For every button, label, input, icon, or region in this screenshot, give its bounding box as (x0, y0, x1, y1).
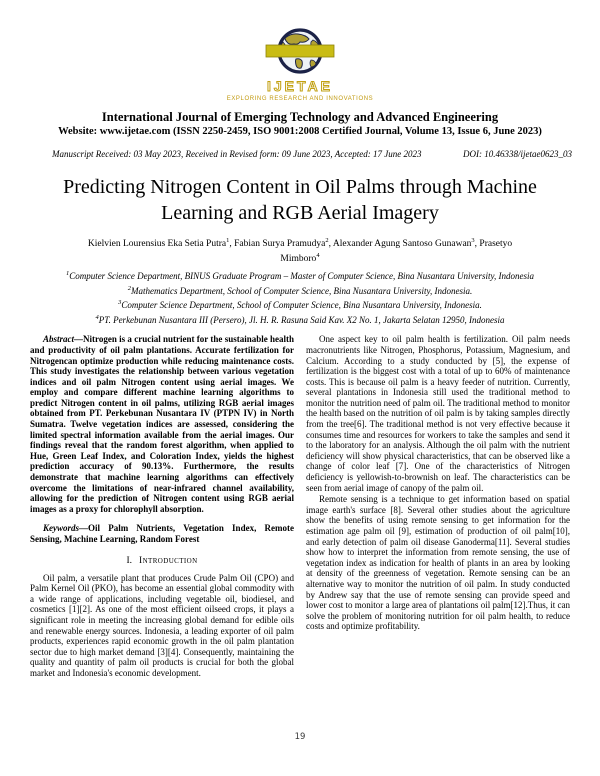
left-column (30, 334, 294, 678)
journal-header (0, 0, 600, 160)
affiliation-list (60, 268, 540, 326)
page-number: 19 (294, 732, 306, 742)
journal-title: International Journal of Emerging Technology and Advanced Engineering (101, 110, 499, 124)
affiliation: $^2$Mathematics Department, School of Computer Science, Bina Nusantara University, Indonesia. (127, 284, 473, 296)
author: Kielvien Lourensius Eka Setia Putra$^1$, (87, 237, 235, 250)
globe-banner-icon (263, 26, 337, 80)
journal-info-line: Website: www.ijetae.com (ISSN 2250-2459, ISO 9001:2008 Certified Journal, Volume 13, Issue 6, June 2023) (58, 126, 542, 137)
right-column (306, 334, 570, 678)
author-affiliation-sup: 3 (471, 237, 475, 244)
author-list (80, 235, 520, 265)
journal-logo (227, 26, 374, 103)
abstract-paragraph (30, 334, 294, 514)
intro-paragraph-2: One aspect key to oil palm health is fertilization. Oil palm needs macronutrients like Nitrogen, Phosphorus, Potassium, Magnesium, and Calcium. According to a study conducted by [5], the expense of fertilization is the biggest cost with a total of up to 60% of maintenance costs. This is because oil palm is a heavy feeder of nutrition. Currently, several plantations in Indonesia still used the traditional method to monitor the nutrition need of palm oil. The traditional method to monitor the health based on the nutrition of oil palm is by taking samples directly from the tree[6]. The traditional method is not very effective because it consumes time and resources for workers to take the samples and send it to the laboratory for an analysis. Although the oil palm with the nutrient deficiency will show physical characteristics, that can be observed like a change of color leaf [7]. One of the characteristics of Nitrogen deficiency is yellowish-to-brownish on leaf. The characteristics can be seen from aerial image of canopy of the palm oil. (306, 334, 570, 493)
paper-title: Predicting Nitrogen Content in Oil Palms through Machine Learning and RGB Aerial Imagery (63, 176, 537, 224)
author: Prasetyo Mimboro$^4$ (280, 239, 513, 265)
affiliation: $^4$PT. Perkebunan Nusantara III (Persero), Jl. H. R. Rasuna Said Kav. X2 No. 1, Jakarta Selatan 12950, Indonesia (95, 313, 505, 325)
author-affiliation-sup: 1 (226, 237, 230, 244)
section-heading-introduction (30, 555, 294, 567)
doi-text: DOI: 10.46338/ijetae0623_03 (463, 149, 572, 159)
keywords-label: Keywords— (43, 523, 88, 534)
author: Fabian Surya Pramudya$^2$, (234, 237, 333, 250)
manuscript-meta-row (0, 148, 600, 160)
logo-acronym (250, 78, 350, 95)
section-title: Introduction (139, 555, 198, 566)
abstract-label: Abstract— (43, 334, 84, 345)
logo-tagline: EXPLORING RESEARCH AND INNOVATIONS (226, 96, 374, 102)
section-number: I. (126, 555, 133, 566)
affiliation: $^3$Computer Science Department, School of Computer Science, Bina Nusantara University, Indonesia. (118, 299, 482, 311)
author-affiliation-sup: 2 (325, 237, 329, 244)
manuscript-dates: Manuscript Received: 03 May 2023, Received in Revised form: 09 June 2023, Accepted: 17 June 2023 (52, 149, 422, 159)
intro-paragraph-1: Oil palm, a versatile plant that produces Crude Palm Oil (CPO) and Palm Kernel Oil (PKO), has become an essential global commodity with a wide range of applications, including vegetable oil, biodiesel, and cosmetics [1][2]. As one of the most efficient oilseed crops, it plays a significant role in meeting the increasing global demand for edible oils and renewable energy sources. Indonesia, a leading exporter of oil palm products, experiences rapid economic growth in the oil palm plantation sector due to high market demand [3][4]. Consequently, maintaining the quality and quantity of palm oil products is crucial for both the global market and Indonesia's economic development. (30, 572, 294, 678)
abstract-text: Nitrogen is a crucial nutrient for the sustainable health and productivity of oil palm plantations. Accurate fertilization for Nitrogencan optimize production while reducing maintenance costs. This study investigates the relationship between various vegetation indices and oil palm Nitrogen content using aerial images. We employ and compare different machine learning algorithms to predict Nitrogen content in oil palms, utilizing RGB aerial images obtained from PT. Perkebunan Nusantara IV (PTPN IV) in North Sumatra. Twelve vegetation indices are assessed, considering the limited spectral information available from the aerial images. Our findings reveal that the random forest algorithm, when applied to Hue, Green Leaf Index, and Coloration Index, yields the highest prediction accuracy of 90.13%. Furthermore, the results demonstrate that machine learning algorithms can effectively overcome the limitations of near-infrared channel availability, allowing for the prediction of Nitrogen content using RGB aerial images as a proxy for chlorophyll absorption. (30, 334, 294, 514)
logo-acronym-text: IJETAE (266, 78, 333, 94)
author-affiliation-sup: 4 (316, 252, 320, 260)
body-columns (0, 334, 600, 678)
intro-paragraph-3: Remote sensing is a technique to get information based on spatial image earth's surface [8]. Several other studies about the agriculture show the benefits of using remote sensing to get information for the estimation age palm oil [9], estimation of production of oil palm[10], and early detection of palm oil disease Ganoderma[11]. Several studies show how to interpret the information from remote sensing, the use of vegetation index as indication for health of plants in an area by looking at density of the greenness of vegetation. Remote sensing can be an alternative way to monitor the nutrition of oil palm. In study conducted by Andrew say that the use of remote sensing can provide speed and lower cost to monitor a large area of plantations oil palm[12].Thus, it can solve the problem of monitoring nutrition for oil palm health, to reduce costs and optimize profitability. (306, 494, 570, 632)
author: Alexander Agung Santoso Gunawan$^3$, (332, 237, 480, 250)
affiliation: $^1$Computer Science Department, BINUS Graduate Program – Master of Computer Science, Bina Nusantara University, Indonesia (65, 270, 535, 282)
keywords-text: Oil Palm Nutrients, Vegetation Index, Remote Sensing, Machine Learning, Random Forest (30, 523, 294, 544)
keywords-paragraph (30, 523, 294, 544)
